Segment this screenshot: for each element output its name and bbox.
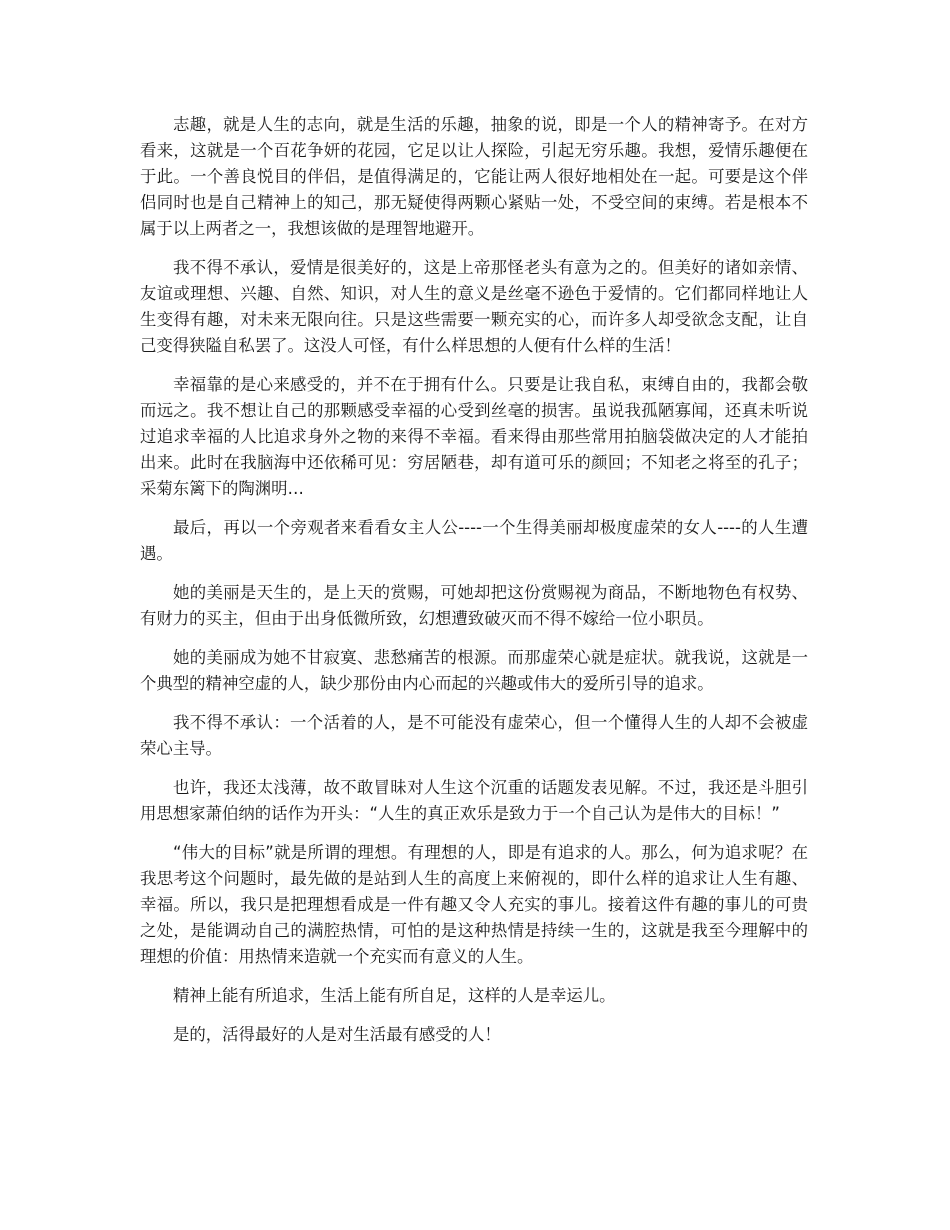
paragraph-1: 志趣，就是人生的志向，就是生活的乐趣，抽象的说，即是一个人的精神寄予。在对方看来，这就是一个百花争妍的花园，它足以让人探险，引起无穷乐趣。我想，爱情乐趣便在于此。一个善良悦目的伴侣，是值得满足的，它能让两人很好地相处在一起。可要是这个伴侣同时也是自己精神上的知己，那无疑使得两颗心紧贴一处，不受空间的束缚。若是根本不属于以上两者之一，我想该做的是理智地避开。 [140, 115, 808, 238]
paragraph-4: 最后，再以一个旁观者来看看女主人公----一个生得美丽却极度虚荣的女人----的人生遭遇。 [140, 518, 808, 563]
document-body [140, 112, 808, 1061]
paragraph-6: 她的美丽成为她不甘寂寞、悲愁痛苦的根源。而那虚荣心就是症状。就我说，这就是一个典型的精神空虚的人，缺少那份由内心而起的兴趣或伟大的爱所引导的追求。 [140, 648, 808, 693]
paragraph-8: 也许，我还太浅薄，故不敢冒昧对人生这个沉重的话题发表见解。不过，我还是斗胆引用思想家萧伯纳的话作为开头：“人生的真正欢乐是致力于一个自己认为是伟大的目标！” [140, 778, 808, 823]
paragraph-7: 我不得不承认：一个活着的人，是不可能没有虚荣心，但一个懂得人生的人却不会被虚荣心主导。 [140, 713, 808, 758]
paragraph-2: 我不得不承认，爱情是很美好的，这是上帝那怪老头有意为之的。但美好的诸如亲情、友谊或理想、兴趣、自然、知识，对人生的意义是丝毫不逊色于爱情的。它们都同样地让人生变得有趣，对未来无限向往。只是这些需要一颗充实的心，而许多人却受欲念支配，让自己变得狭隘自私罢了。这没人可怪，有什么样思想的人便有什么样的生活！ [140, 258, 808, 355]
paragraph-9: “伟大的目标”就是所谓的理想。有理想的人，即是有追求的人。那么，何为追求呢？在我思考这个问题时，最先做的是站到人生的高度上来俯视的，即什么样的追求让人生有趣、幸福。所以，我只是把理想看成是一件有趣又令人充实的事儿。接着这件有趣的事儿的可贵之处，是能调动自己的满腔热情，可怕的是这种热情是持续一生的，这就是我至今理解中的理想的价值：用热情来造就一个充实而有意义的人生。 [140, 843, 808, 966]
paragraph-3: 幸福靠的是心来感受的，并不在于拥有什么。只要是让我自私，束缚自由的，我都会敬而远之。我不想让自己的那颗感受幸福的心受到丝毫的损害。虽说我孤陋寡闻，还真未听说过追求幸福的人比追求身外之物的来得不幸福。看来得由那些常用拍脑袋做决定的人才能拍出来。此时在我脑海中还依稀可见：穷居陋巷，却有道可乐的颜回；不知老之将至的孔子；采菊东篱下的陶渊明… [140, 375, 808, 498]
paragraph-11: 是的，活得最好的人是对生活最有感受的人！ [173, 1025, 501, 1044]
paragraph-10: 精神上能有所追求，生活上能有所自足，这样的人是幸运儿。 [173, 986, 616, 1005]
paragraph-5: 她的美丽是天生的，是上天的赏赐，可她却把这份赏赐视为商品，不断地物色有权势、有财力的买主，但由于出身低微所致，幻想遭致破灭而不得不嫁给一位小职员。 [140, 583, 808, 628]
